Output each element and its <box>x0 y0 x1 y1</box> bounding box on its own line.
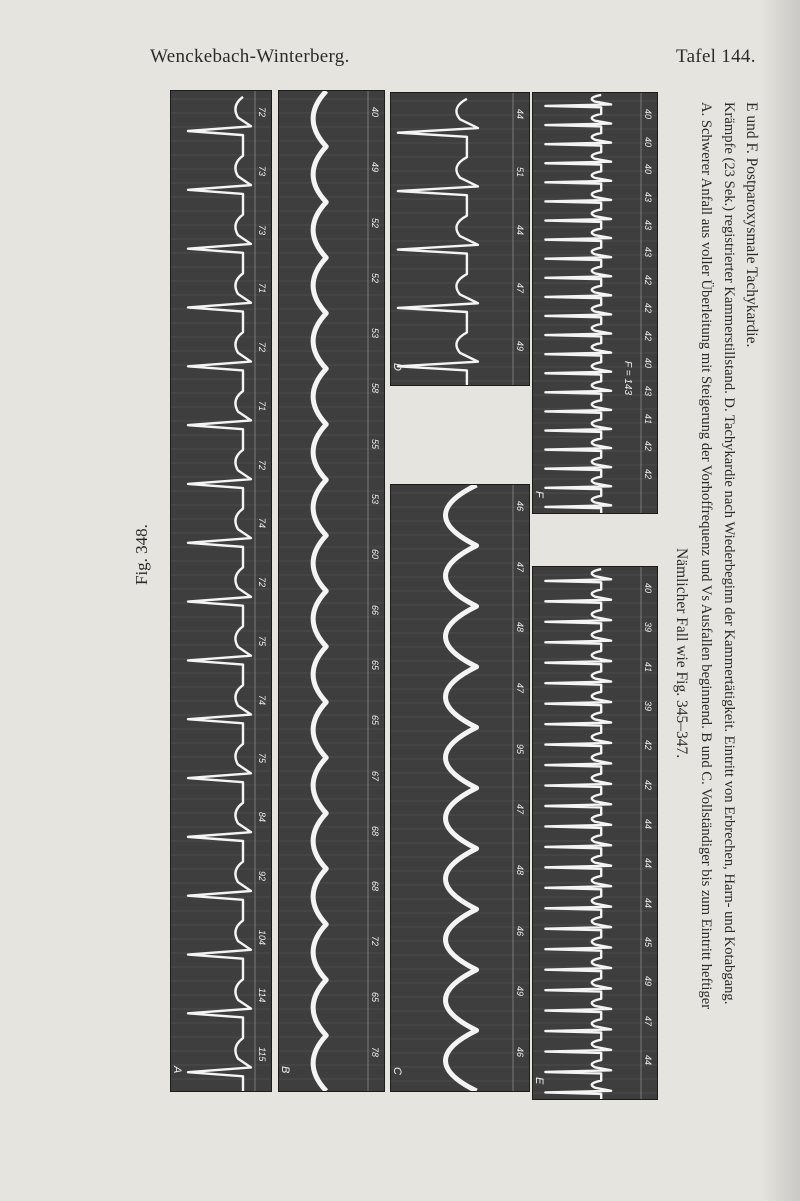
interval-number: 72 <box>370 936 380 947</box>
interval-number: 46 <box>515 501 525 512</box>
interval-number: 55 <box>370 438 380 449</box>
interval-number: 67 <box>370 770 380 781</box>
interval-number: 49 <box>643 976 653 987</box>
interval-number: 58 <box>370 383 380 394</box>
caption-line-4: E und F. Postparoxysmale Tachykardie. <box>743 102 760 348</box>
interval-number: 72 <box>257 459 267 470</box>
strip-letter-c: C <box>391 1067 403 1075</box>
ecg-trace-e <box>533 567 657 1099</box>
interval-number: 40 <box>643 109 653 120</box>
caption-line-3: Krämpfe (23 Sek.) registrierter Kammerstillstand. D. Tachykardie nach Wiederbeginn der Kammertätigkeit. Eintritt von Erbrechen, Harn- und Kotabgang. <box>721 102 737 1005</box>
interval-number: 68 <box>370 881 380 892</box>
interval-number: 39 <box>643 701 653 712</box>
interval-number: 47 <box>515 561 525 572</box>
interval-number: 42 <box>643 740 653 751</box>
interval-number: 46 <box>515 925 525 936</box>
interval-number: 72 <box>257 342 267 353</box>
interval-number: 47 <box>643 1015 653 1026</box>
interval-number: 42 <box>643 779 653 790</box>
interval-number: 43 <box>643 219 653 230</box>
caption-line-2: A. Schwerer Anfall aus voller Überleitung mit Steigerung der Vorhoffrequenz und Vs Ausfallen beginnend. B und C. Vollständiger bis zum Eintritt heftiger <box>698 102 714 1010</box>
ecg-strip-f <box>532 92 658 514</box>
ecg-strip-e <box>532 566 658 1100</box>
figure-label: Fig. 348. <box>132 524 151 585</box>
interval-number: 47 <box>515 283 525 294</box>
interval-number: 78 <box>370 1047 380 1058</box>
interval-number: 40 <box>370 107 380 118</box>
interval-number: 104 <box>257 929 267 945</box>
interval-number: 73 <box>257 165 267 176</box>
interval-number: 52 <box>370 217 380 228</box>
ecg-strip-a <box>170 90 272 1092</box>
interval-number: 66 <box>370 604 380 615</box>
ecg-trace-f <box>533 93 657 513</box>
interval-number: 114 <box>257 988 267 1003</box>
interval-number: 43 <box>643 247 653 258</box>
interval-number: 42 <box>643 275 653 286</box>
interval-number: 47 <box>515 683 525 694</box>
interval-number: 46 <box>515 1047 525 1058</box>
ecg-strip-c <box>390 484 530 1092</box>
interval-number: 75 <box>257 753 267 764</box>
interval-number: 74 <box>257 518 267 529</box>
interval-number: 72 <box>257 107 267 118</box>
interval-number: 41 <box>643 413 653 424</box>
interval-number: 40 <box>643 136 653 147</box>
interval-number: 71 <box>257 400 267 411</box>
running-header-author: Wenckebach-Winterberg. <box>150 46 350 67</box>
strip-letter-a: A <box>171 1066 183 1074</box>
interval-number: 43 <box>643 385 653 396</box>
interval-number: 39 <box>643 622 653 633</box>
interval-number: 40 <box>643 164 653 175</box>
interval-number: 75 <box>257 635 267 646</box>
interval-number: 49 <box>370 162 380 173</box>
ecg-strip-d <box>390 92 530 386</box>
page-edge-shadow <box>760 0 800 1201</box>
interval-number: 43 <box>643 192 653 203</box>
interval-number: 42 <box>643 330 653 341</box>
interval-number: 65 <box>370 991 380 1002</box>
interval-number: 44 <box>643 897 653 908</box>
interval-number: 53 <box>370 328 380 339</box>
interval-number: 40 <box>643 358 653 369</box>
interval-number: 92 <box>257 870 267 881</box>
ecg-trace-b <box>279 91 384 1091</box>
strip-letter-b: B <box>279 1066 291 1074</box>
interval-number: 51 <box>515 167 525 178</box>
interval-number: 72 <box>257 577 267 588</box>
caption-line-1: Nämlicher Fall wie Fig. 345–347. <box>673 548 690 759</box>
interval-number: 65 <box>370 715 380 726</box>
interval-number: 115 <box>257 1047 267 1062</box>
interval-number: 44 <box>643 819 653 830</box>
ecg-strip-b <box>278 90 385 1092</box>
interval-number: 71 <box>257 283 267 294</box>
strip-annotation-f: F = 143 <box>622 361 633 396</box>
interval-number: 40 <box>643 583 653 594</box>
strip-letter-f: F <box>533 491 545 498</box>
interval-number: 44 <box>643 858 653 869</box>
ecg-trace-d <box>391 93 529 385</box>
interval-number: 41 <box>643 661 653 672</box>
interval-number: 42 <box>643 302 653 313</box>
interval-number: 45 <box>643 937 653 948</box>
interval-number: 44 <box>643 1055 653 1066</box>
interval-number: 52 <box>370 272 380 283</box>
interval-number: 44 <box>515 225 525 236</box>
interval-number: 84 <box>257 812 267 823</box>
interval-number: 53 <box>370 494 380 505</box>
interval-number: 48 <box>515 865 525 876</box>
interval-number: 44 <box>515 109 525 120</box>
plate-number: Tafel 144. <box>676 46 756 67</box>
interval-number: 68 <box>370 825 380 836</box>
strip-letter-d: D <box>391 363 403 371</box>
strip-letter-e: E <box>533 1077 545 1085</box>
ecg-trace-a <box>171 91 271 1091</box>
interval-number: 49 <box>515 986 525 997</box>
interval-number: 65 <box>370 659 380 670</box>
interval-number: 48 <box>515 622 525 633</box>
interval-number: 95 <box>515 743 525 754</box>
interval-number: 42 <box>643 441 653 452</box>
interval-number: 60 <box>370 549 380 560</box>
interval-number: 49 <box>515 341 525 352</box>
interval-number: 73 <box>257 224 267 235</box>
interval-number: 47 <box>515 804 525 815</box>
ecg-trace-c <box>391 485 529 1091</box>
interval-number: 74 <box>257 694 267 705</box>
interval-number: 42 <box>643 469 653 480</box>
